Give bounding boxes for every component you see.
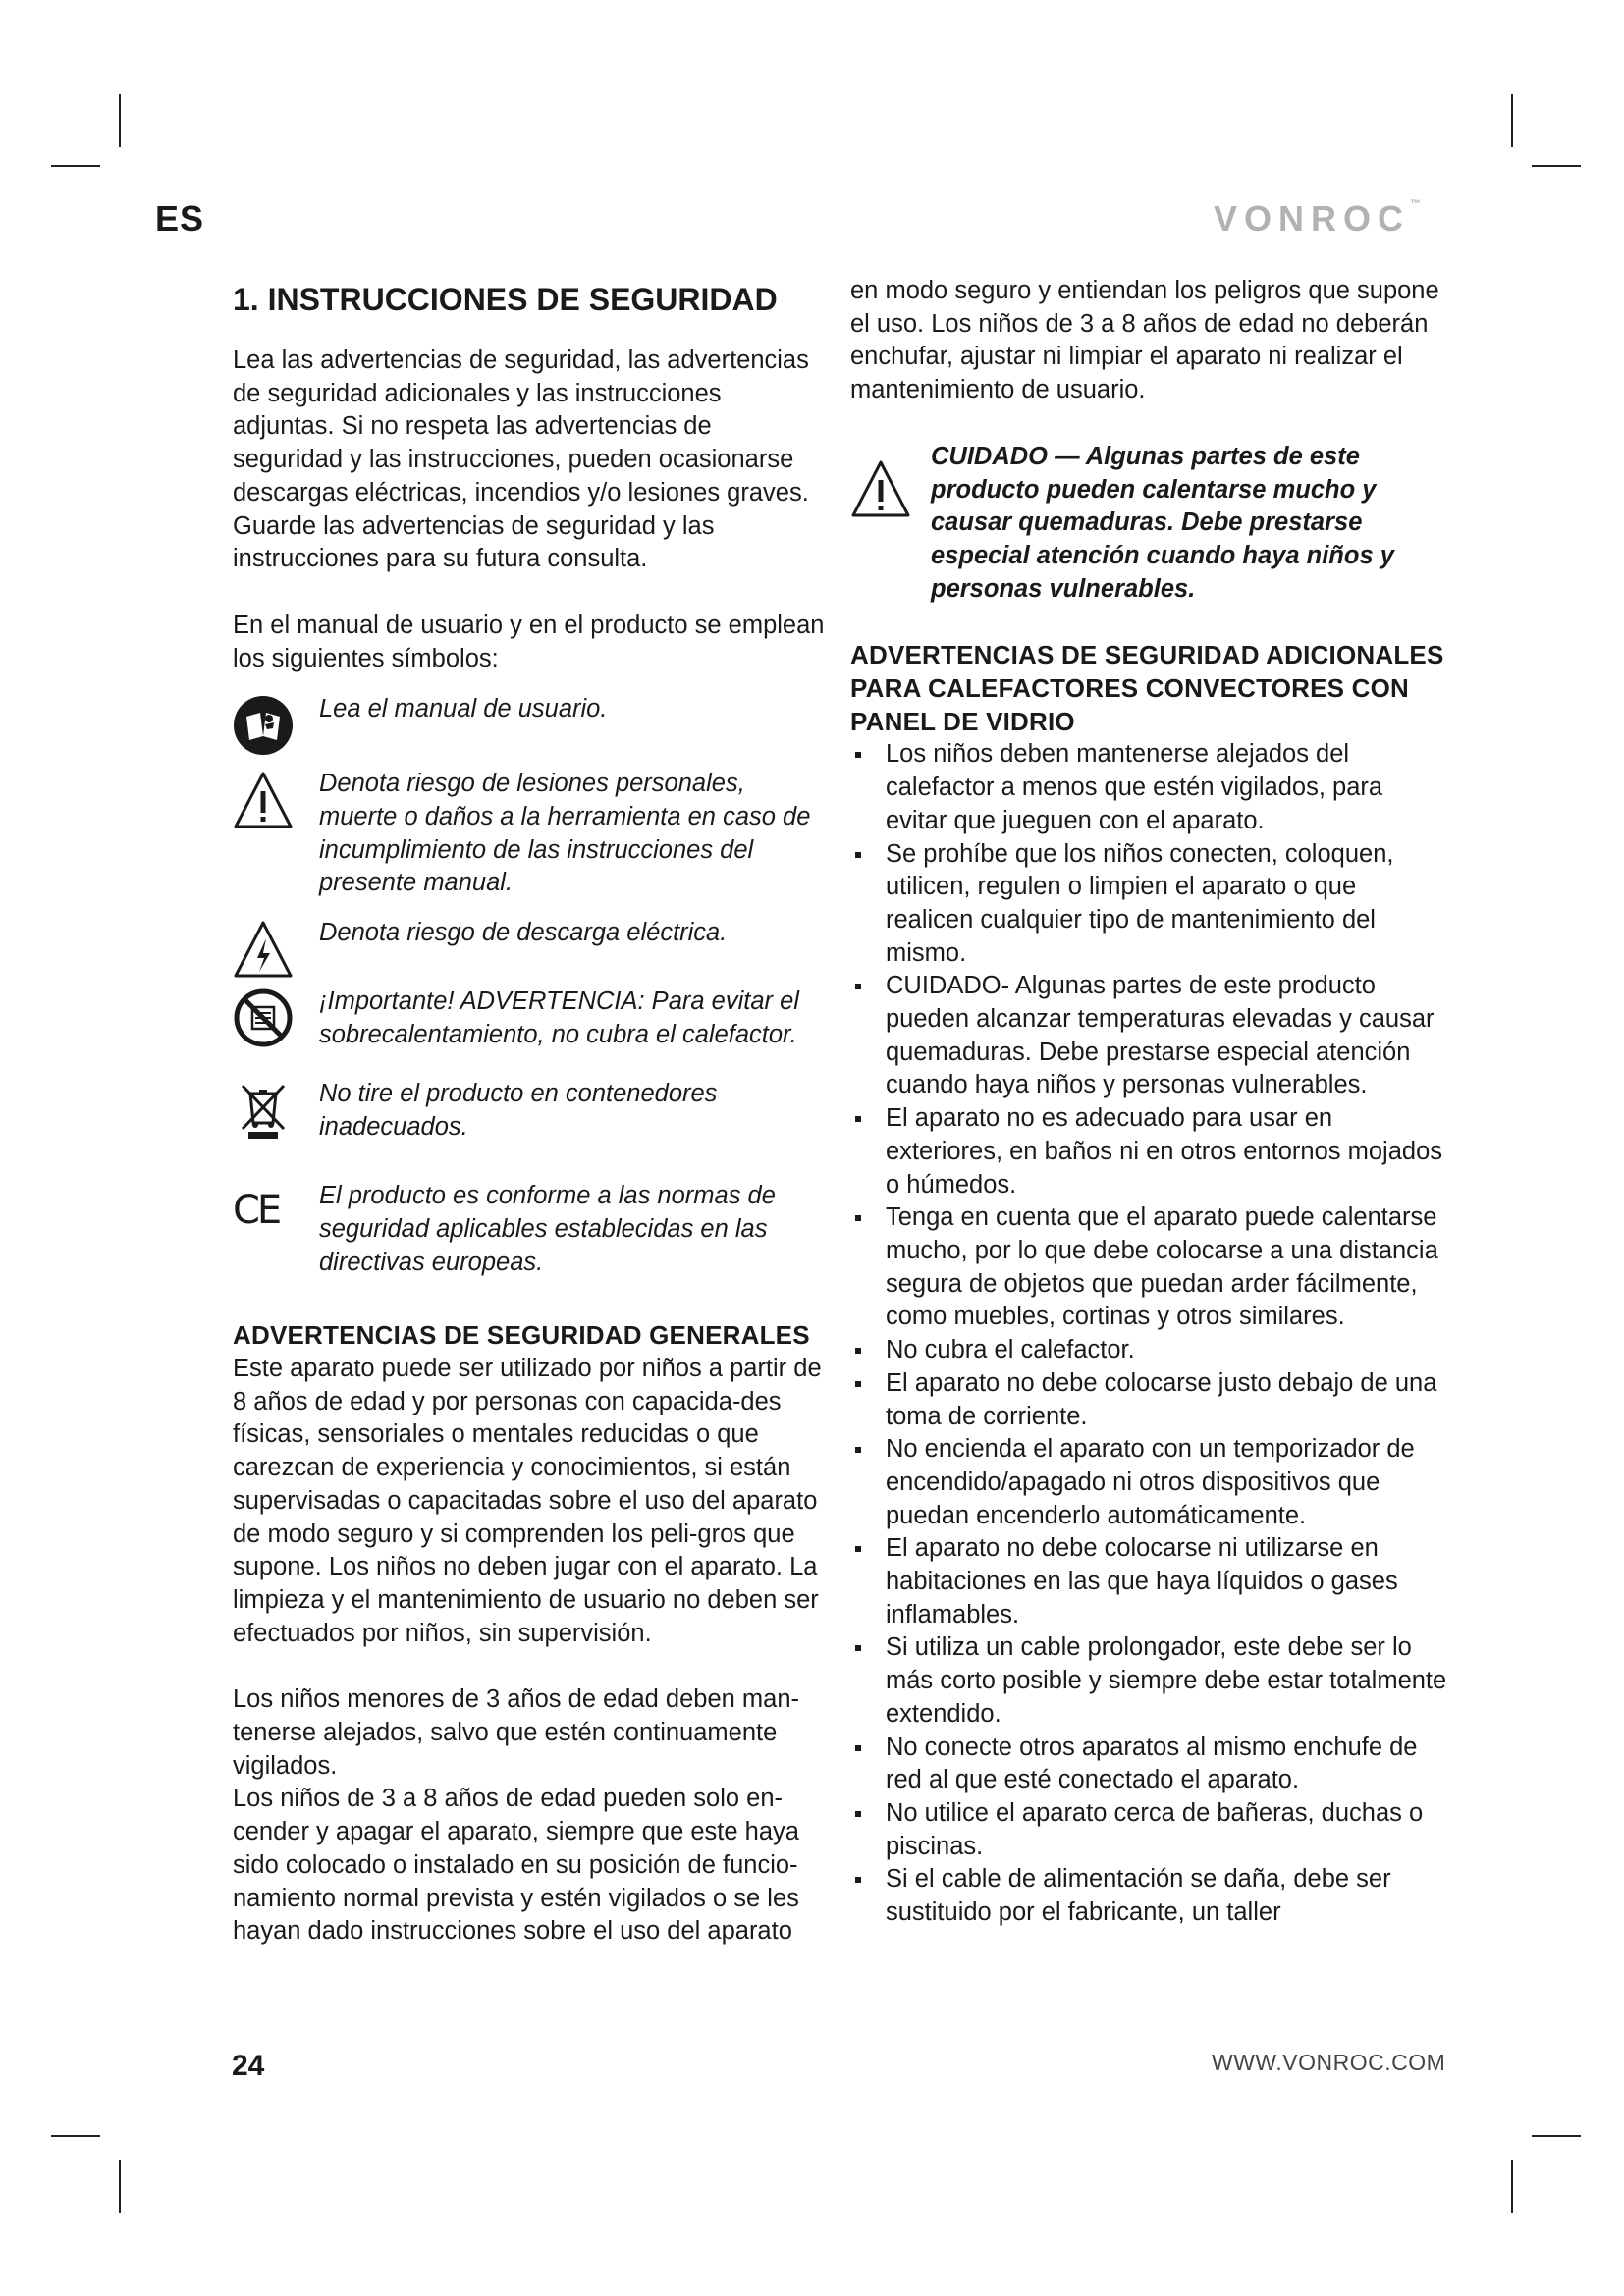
list-item: No conecte otros aparatos al mismo enchufe de red al que esté conectado el aparato. bbox=[850, 1732, 1449, 1797]
continued-paragraph: en modo seguro y entiendan los peligros que supone el uso. Los niños de 3 a 8 años de edad no deberán enchufar, ajustar ni limpiar el aparato ni realizar el mantenimiento de usuario. bbox=[850, 277, 1439, 404]
general-paragraph-2: Los niños menores de 3 años de edad deben man-tenerse alejados, salvo que estén continuamente vigilados. bbox=[233, 1685, 799, 1780]
list-item: Tenga en cuenta que el aparato puede calentarse mucho, por lo que debe colocarse a una distancia segura de objetos que puedan arder fácilmente, como muebles, cortinas y otros similares. bbox=[850, 1201, 1449, 1334]
symbol-row bbox=[233, 1078, 826, 1180]
crop-mark bbox=[1511, 2160, 1513, 2213]
crop-mark bbox=[51, 165, 100, 167]
list-item: Se prohíbe que los niños conecten, coloquen, utilicen, regulen o limpien el aparato o que realicen cualquier tipo de mantenimiento del mismo. bbox=[850, 838, 1449, 971]
ce-mark-icon: CE bbox=[233, 1188, 280, 1234]
crossed-bin-icon bbox=[233, 1080, 294, 1141]
caution-text: CUIDADO — Algunas partes de este producto pueden calentarse mucho y causar quemaduras. Debe prestarse especial atención cuando haya niños y personas vulnerables. bbox=[931, 442, 1394, 603]
warnings-list bbox=[850, 738, 1449, 1929]
list-item: Si el cable de alimentación se daña, debe ser sustituido por el fabricante, un taller bbox=[850, 1863, 1449, 1929]
page-number: 24 bbox=[232, 2050, 265, 2082]
list-item: El aparato no debe colocarse justo debajo de una toma de corriente. bbox=[850, 1367, 1449, 1433]
list-item: Si utiliza un cable prolongador, este debe ser lo más corto posible y siempre debe estar totalmente extendido. bbox=[850, 1631, 1449, 1731]
symbol-row bbox=[233, 768, 826, 917]
symbol-row bbox=[233, 986, 826, 1078]
symbol-row bbox=[233, 917, 826, 986]
crop-mark bbox=[51, 2135, 100, 2137]
list-item: El aparato no es adecuado para usar en exteriores, en baños ni en otros entornos mojados o húmedos. bbox=[850, 1102, 1449, 1201]
symbol-description: Denota riesgo de lesiones personales, muerte o daños a la herramienta en caso de incumplimiento de las instrucciones del presente manual. bbox=[319, 770, 811, 897]
list-item: No encienda el aparato con un temporizador de encendido/apagado ni otros dispositivos que puedan encenderlo automáticamente. bbox=[850, 1433, 1449, 1532]
trademark-mark: ™ bbox=[1410, 198, 1422, 210]
left-column bbox=[233, 275, 826, 1949]
do-not-cover-icon bbox=[233, 988, 294, 1048]
general-paragraph-1: Este aparato puede ser utilizado por niños a partir de 8 años de edad y por personas con capacida-des físicas, sensoriales o mentales reducidas o que carezcan de experiencia y conocimientos, si están supervisadas o capacitadas sobre el uso del aparato de modo seguro y si comprenden los peli-gros que supone. Los niños no deben jugar con el aparato. La limpieza y el mantenimiento de usuario no deben ser efectuados por niños, sin supervisión. bbox=[233, 1355, 822, 1647]
general-warnings-heading: ADVERTENCIAS DE SEGURIDAD GENERALES bbox=[233, 1320, 810, 1351]
list-item: No cubra el calefactor. bbox=[850, 1334, 1449, 1367]
crop-mark bbox=[1532, 2135, 1581, 2137]
brand-name: VONROC bbox=[1214, 198, 1411, 239]
caution-notice bbox=[850, 441, 1449, 607]
crop-mark bbox=[119, 2160, 121, 2213]
right-column bbox=[850, 275, 1449, 1930]
list-item: No utilice el aparato cerca de bañeras, duchas o piscinas. bbox=[850, 1797, 1449, 1863]
symbols-intro: En el manual de usuario y en el producto se emplean los siguientes símbolos: bbox=[233, 611, 825, 672]
general-paragraph-3: Los niños de 3 a 8 años de edad pueden solo en-cender y apagar el aparato, siempre que este haya sido colocado o instalado en su posición de funcio-namiento normal prevista y estén vigilados o se les hayan dado instrucciones sobre el uso del aparato bbox=[233, 1785, 799, 1946]
read-manual-icon bbox=[233, 695, 294, 756]
list-item: Los niños deben mantenerse alejados del calefactor a menos que estén vigilados, para evitar que jueguen con el aparato. bbox=[850, 738, 1449, 837]
intro-paragraph: Lea las advertencias de seguridad, las advertencias de seguridad adicionales y las instrucciones adjuntas. Si no respeta las advertencias de seguridad y las instrucciones, pueden ocasionarse descargas eléctricas, incendios y/o lesiones graves. Guarde las advertencias de seguridad y las instrucciones para su futura consulta. bbox=[233, 347, 809, 573]
crop-mark bbox=[1511, 94, 1513, 147]
brand-logo bbox=[1214, 198, 1421, 240]
additional-warnings-heading: ADVERTENCIAS DE SEGURIDAD ADICIONALES PARA CALEFACTORES CONVECTORES CON PANEL DE VIDRIO bbox=[850, 640, 1444, 736]
crop-mark bbox=[119, 94, 121, 147]
list-item: CUIDADO- Algunas partes de este producto pueden alcanzar temperaturas elevadas y causar quemaduras. Debe prestarse especial atención cuando haya niños y personas vulnerables. bbox=[850, 970, 1449, 1102]
symbol-description: El producto es conforme a las normas de seguridad aplicables establecidas en las directivas europeas. bbox=[319, 1182, 776, 1276]
symbol-description: ¡Importante! ADVERTENCIA: Para evitar el sobrecalentamiento, no cubra el calefactor. bbox=[319, 988, 799, 1049]
symbol-description: Denota riesgo de descarga eléctrica. bbox=[319, 919, 728, 947]
website-url: WWW.VONROC.COM bbox=[1212, 2050, 1446, 2075]
section-title: 1. INSTRUCCIONES DE SEGURIDAD bbox=[233, 282, 778, 317]
language-code: ES bbox=[155, 198, 205, 239]
warning-triangle-icon bbox=[850, 458, 911, 519]
electric-shock-icon bbox=[233, 919, 294, 980]
symbol-description: Lea el manual de usuario. bbox=[319, 695, 608, 723]
symbol-row bbox=[233, 1180, 826, 1282]
crop-mark bbox=[1532, 165, 1581, 167]
warning-triangle-icon bbox=[233, 770, 294, 830]
symbol-description: No tire el producto en contenedores inadecuados. bbox=[319, 1080, 718, 1142]
list-item: El aparato no debe colocarse ni utilizarse en habitaciones en las que haya líquidos o gases inflamables. bbox=[850, 1532, 1449, 1631]
symbol-row bbox=[233, 693, 826, 768]
